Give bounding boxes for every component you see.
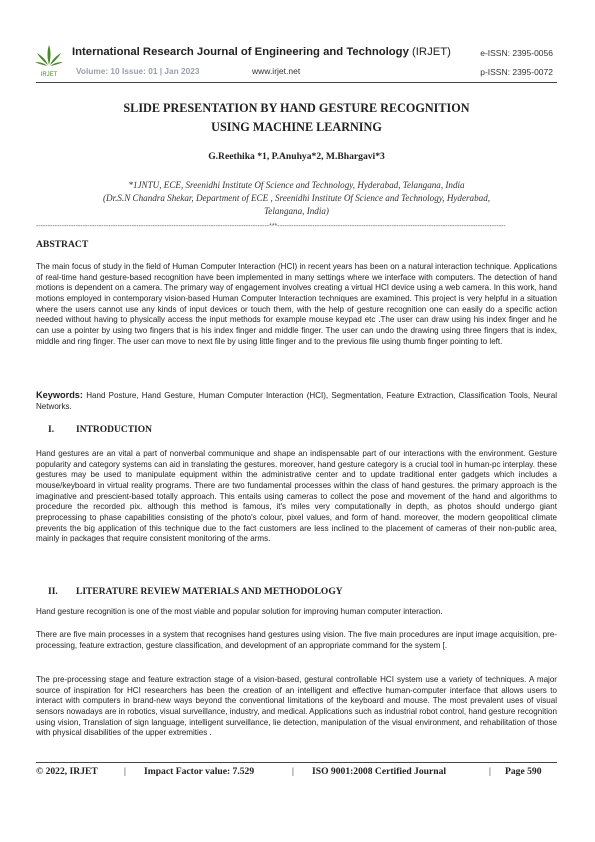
affiliation-line3: Telangana, India) [264, 206, 329, 216]
separator-line: ----------------------------------------------------------------------------------------------------***-------------------------------------------------------------------------------------------------- [36, 223, 506, 230]
logo-text: IRJET [40, 72, 58, 78]
keywords [36, 390, 557, 412]
section2-para3: The pre-processing stage and feature extraction stage of a vision-based, gestural controllable HCI system use a variety of techniques. A major source of inspiration for HCI researchers has been the creation of an intelligent and effective human-computer interface that allows users to interact with computers in brand-new ways beyond the conventional limitations of the keyboard and mouse. The most prevalent uses of visual sensors nowadays are in robotics, visual surveillance, industry, and medical. Applications such as industrial robot control, hand gesture recognition using vision, Translation of sign language, intelligent surveillance, lie detection, manipulation of the visual environment, and rehabilitation of those with physical disabilities of the upper extremities . [36, 675, 557, 738]
footer-separator: | [489, 766, 491, 777]
section2-title: LITERATURE REVIEW MATERIALS AND METHODOLOGY [76, 587, 343, 597]
footer-separator: | [124, 766, 126, 777]
footer-impact-factor: Impact Factor value: 7.529 [144, 766, 255, 777]
keywords-label: Keywords: [36, 390, 83, 400]
section1-text: Hand gestures are an vital a part of nonverbal communique and shape an indispensable part of our interactions with the environment. Gesture popularity and category systems can aid in translating the gestures. moreover, hand gesture category is a crucial tool in human-pc interplay. these gestures may be used to manipulate equipment within the administrative center and to update traditional enter gadgets which includes a mouse/keyboard in virtual reality programs. There are two fundamental processes within the class of hand gestures. the primary approach is the imaginative and prescient-based totally approach. This entails using cameras to collect the pose and movement of the hand and algorithms to procedure the recorded pix. although this method is famous, it's miles very computationally in depth, as photos should undergo giant preprocessing to phase capabilities consisting of the photo's colour, pixel values, and form of hand. moreover, the modern geopolitical climate prevents the big application of this technique due to the fact customers are less inclined to the placement of cameras of their non-public area, mainly in packages that require consistent monitoring of the arms. [36, 449, 557, 544]
section2-number: II. [48, 587, 58, 597]
journal-abbr: (IRJET) [412, 46, 451, 58]
authors: G.Reethika *1, P.Anuhya*2, M.Bhargavi*3 [208, 151, 385, 162]
paper-title-line1: SLIDE PRESENTATION BY HAND GESTURE RECOGNITION [123, 101, 470, 115]
footer-rule [36, 762, 557, 763]
irjet-logo [34, 43, 64, 79]
volume-info: Volume: 10 Issue: 01 | Jan 2023 [76, 66, 200, 76]
abstract-heading: ABSTRACT [36, 239, 89, 250]
section1-number: I. [48, 425, 55, 435]
header-rule [36, 82, 557, 83]
p-issn: p-ISSN: 2395-0072 [480, 67, 553, 77]
section1-title: INTRODUCTION [76, 425, 153, 435]
footer-iso: ISO 9001:2008 Certified Journal [312, 766, 447, 777]
footer-page-number: Page 590 [505, 766, 542, 777]
affiliation-line2: (Dr.S.N Chandra Shekar, Department of ECE , Sreenidhi Institute Of Science and Technology, Hyderabad, [102, 193, 491, 203]
affiliation-line1: *1JNTU, ECE, Sreenidhi Institute Of Science and Technology, Hyderabad, Telangana, India [128, 180, 465, 190]
keywords-text: Hand Posture, Hand Gesture, Human Computer Interaction (HCI), Segmentation, Feature Extraction, Classification Tools, Neural Networks. [36, 391, 557, 411]
footer-copyright: © 2022, IRJET [36, 766, 98, 777]
journal-title: International Research Journal of Engineering and Technology (IRJET) [72, 46, 451, 58]
section2-para2: There are five main processes in a system that recognises hand gestures using vision. The five main procedures are input image acquisition, pre-processing, feature extraction, gesture classification, and development of an appropriate command for the system [. [36, 630, 557, 650]
section2-heading [48, 587, 343, 597]
e-issn: e-ISSN: 2395-0056 [480, 48, 553, 58]
affiliation [60, 179, 533, 218]
section1-heading [48, 425, 152, 435]
paper-title-line2: USING MACHINE LEARNING [211, 120, 382, 134]
section2-para1: Hand gesture recognition is one of the most viable and popular solution for improving human computer interaction. [36, 607, 443, 616]
website-link[interactable]: www.irjet.net [252, 66, 301, 76]
abstract-text: The main focus of study in the field of Human Computer Interaction (HCI) in recent years has been on a natural interaction technique. Applications of real-time hand gesture-based recognition have been implemented in many settings where we interface with computers. The detection of hand motions is dependent on a camera. The primary way of engagement involves creating a virtual HCI device using a web camera. In this work, hand motions employed in contemporary vision-based Human Computer Interaction techniques are examined. This project is very helpful in a situation where the users cannot use any kinds of input devices or touch them, with the help of gesture recognition one can easily do a specific action needed without having to physically access the input methods for example mouse keypad etc .The user can draw using his index finger and he can use a pointer by using two fingers that is his index finger and middle finger. The user can undo the drawing using three fingers that is index, middle and ring finger. The user can move to next file by using little finger and to the previous file using thumb finger pointing to left. [36, 262, 557, 346]
footer-separator: | [292, 766, 294, 777]
